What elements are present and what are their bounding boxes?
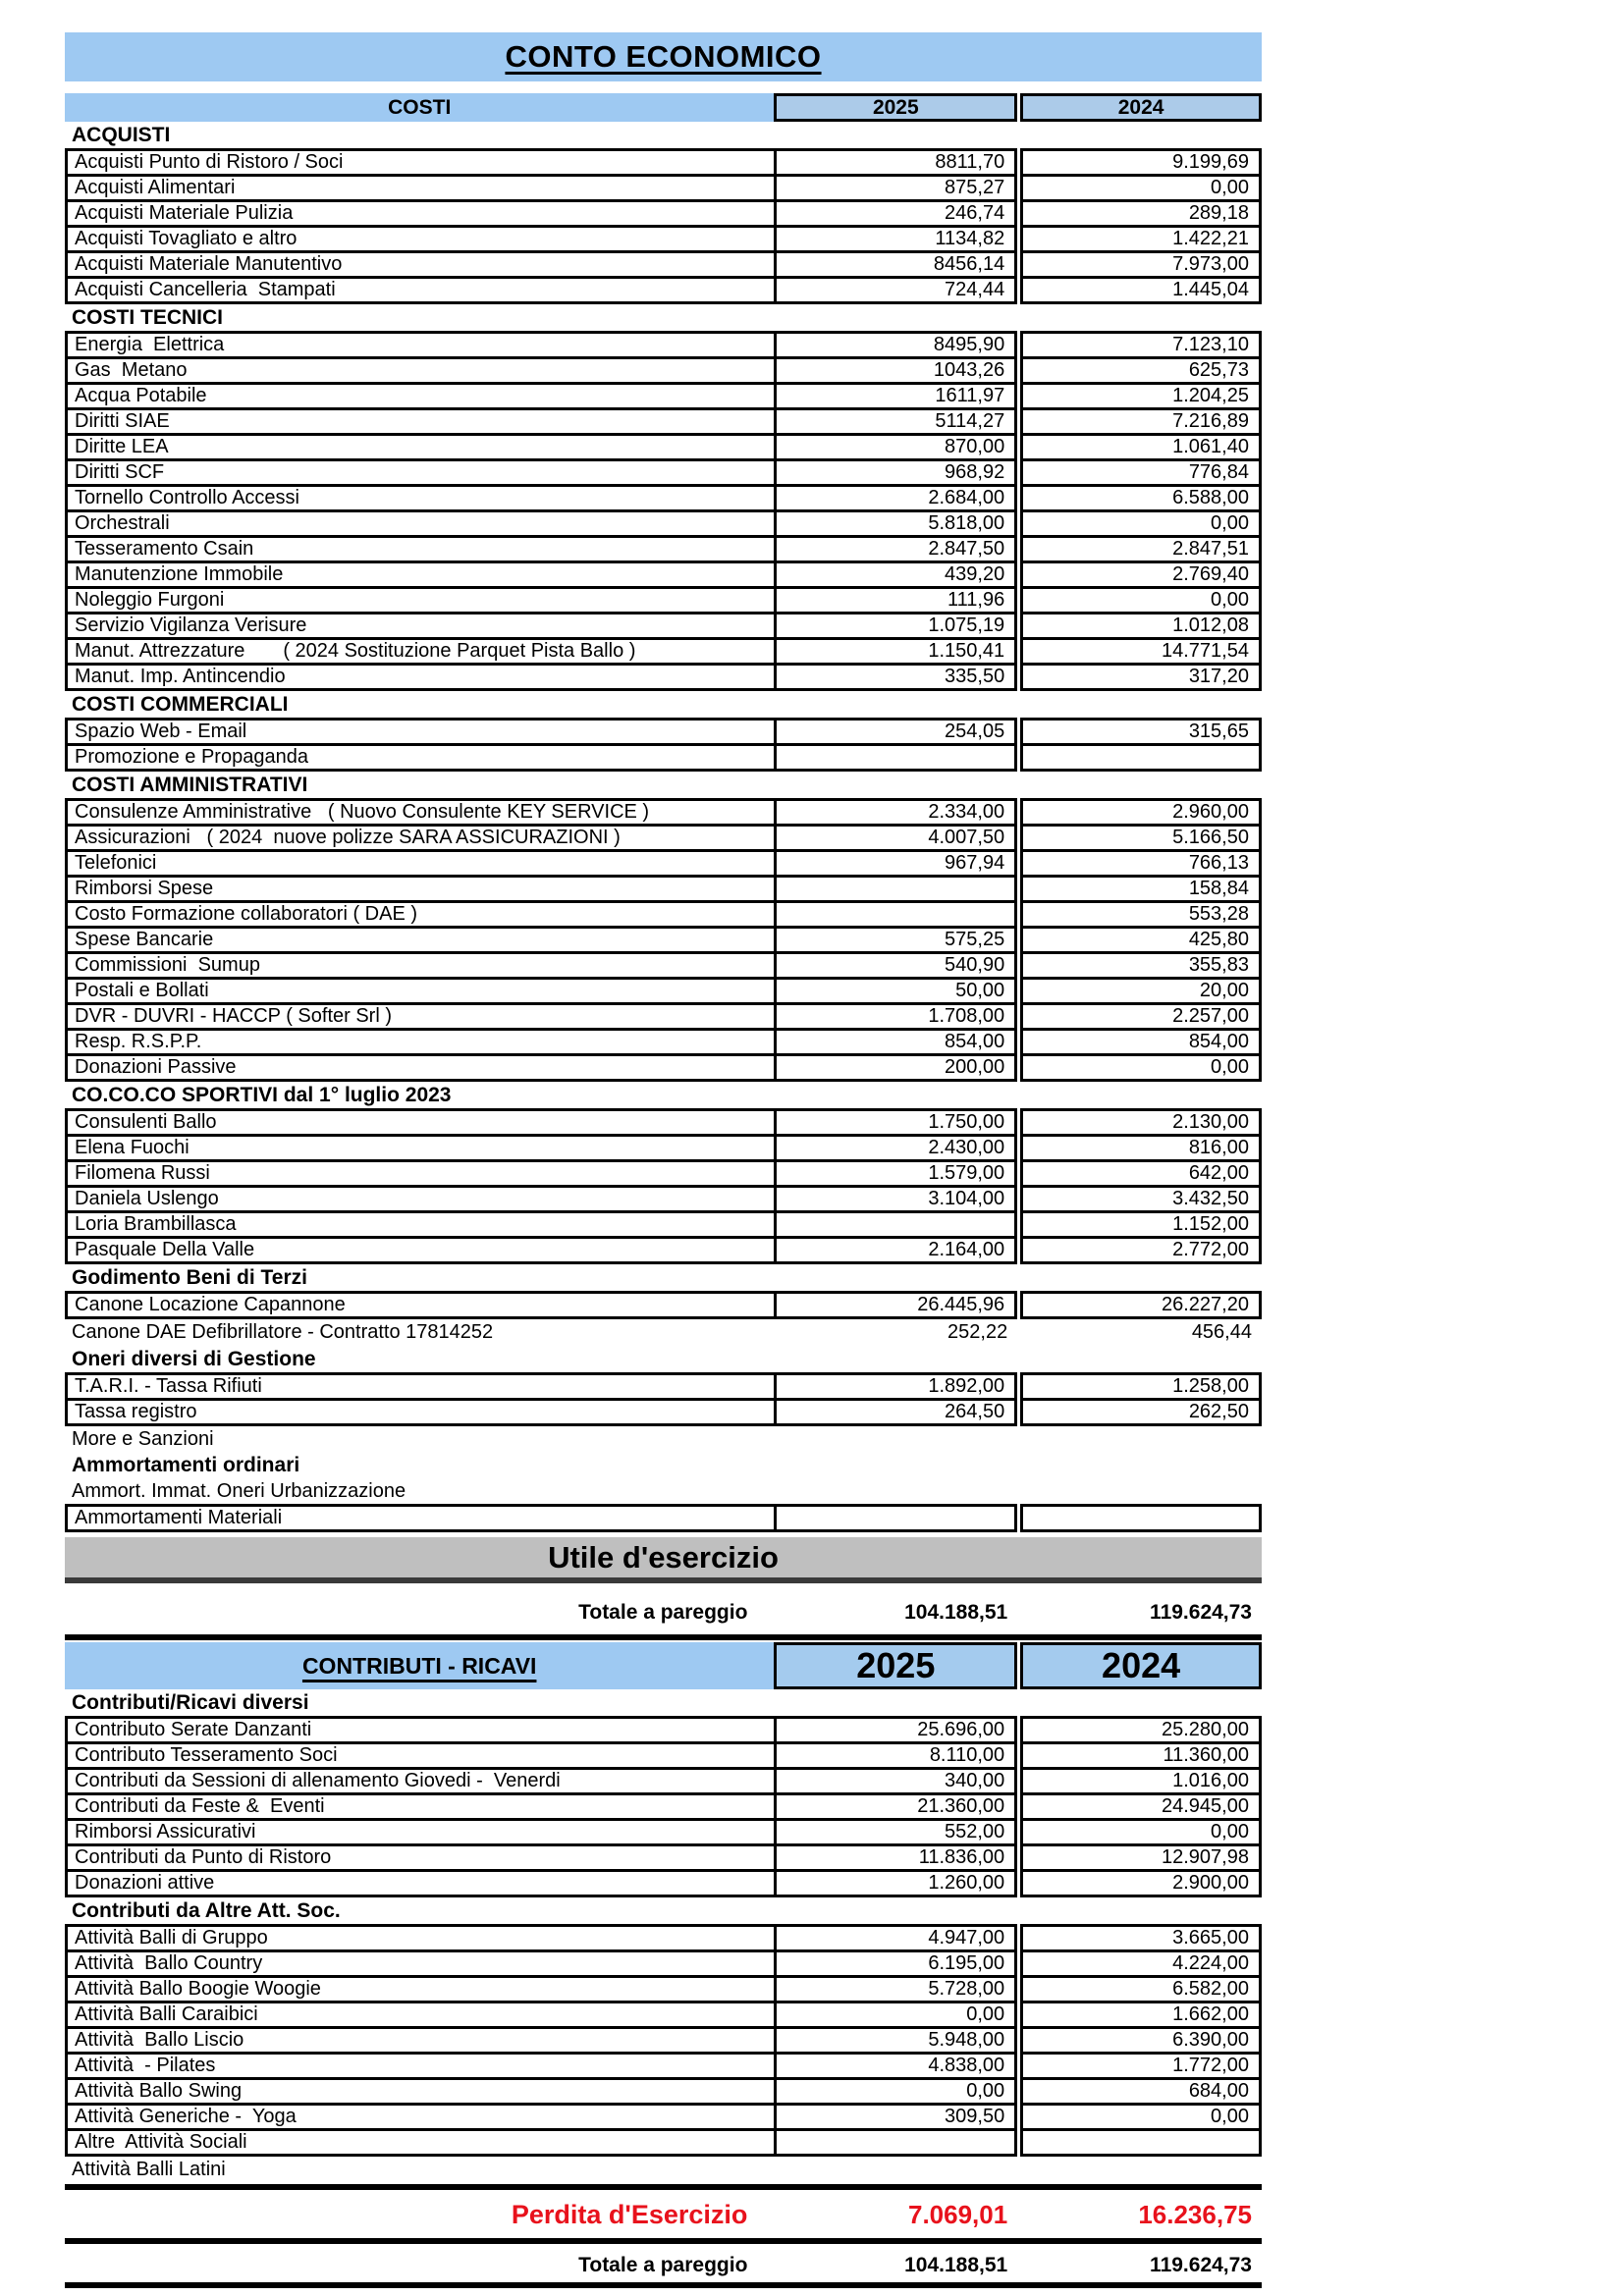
value-2025: 200,00 <box>774 1053 1017 1082</box>
value-2025: 8456,14 <box>774 250 1017 279</box>
ricavi-section-label: CONTRIBUTI - RICAVI <box>301 1652 537 1679</box>
section-header-row <box>65 1264 1262 1291</box>
income-statement-sheet <box>65 32 1262 2288</box>
value-2025 <box>774 1504 1017 1532</box>
costi-table <box>65 122 1262 1532</box>
value-2024: 7.123,10 <box>1020 331 1262 359</box>
value-2025 <box>774 743 1017 772</box>
totale-label: Totale a pareggio <box>578 2254 748 2276</box>
value-2024: 3.432,50 <box>1020 1185 1262 1213</box>
table-row <box>65 1134 1262 1162</box>
value-2025: 2.684,00 <box>774 484 1017 512</box>
row-label: COSTI COMMERCIALI <box>72 692 289 716</box>
row-label: ACQUISTI <box>72 123 171 146</box>
row-label: Attività Generiche - Yoga <box>65 2103 777 2131</box>
row-label: Postali e Bollati <box>65 977 777 1005</box>
table-row <box>65 1159 1262 1188</box>
table-row <box>65 148 1262 177</box>
table-row <box>65 1236 1262 1264</box>
section-header-row <box>65 1082 1262 1108</box>
row-label: Ammort. Immat. Oneri Urbanizzazione <box>72 1479 406 1502</box>
value-2024: 816,00 <box>1020 1134 1262 1162</box>
value-2024: 355,83 <box>1020 951 1262 980</box>
row-label: Spese Bancarie <box>65 926 777 954</box>
row-label: Acquisti Tovagliato e altro <box>65 225 777 253</box>
value-2024: 2.900,00 <box>1020 1869 1262 1897</box>
value-2025: 540,90 <box>774 951 1017 980</box>
ricavi-section-label-band <box>65 1642 774 1689</box>
value-2024: 0,00 <box>1020 2103 1262 2131</box>
value-2025: 1.260,00 <box>774 1869 1017 1897</box>
value-2025: 2.164,00 <box>774 1236 1017 1264</box>
value-2025: 0,00 <box>774 2001 1017 2029</box>
table-row <box>65 1372 1262 1401</box>
costi-section-label: COSTI <box>65 93 774 122</box>
value-2025: 1.075,19 <box>774 612 1017 640</box>
row-label: Diritti SCF <box>65 458 777 487</box>
value-2024: 0,00 <box>1020 1053 1262 1082</box>
value-2025: 6.195,00 <box>774 1949 1017 1978</box>
value-2024: 14.771,54 <box>1020 637 1262 666</box>
perdita-label: Perdita d'Esercizio <box>511 2200 748 2229</box>
value-2025: 5114,27 <box>774 407 1017 436</box>
ricavi-col-2025: 2025 <box>774 1642 1017 1689</box>
value-2025: 2.430,00 <box>774 1134 1017 1162</box>
row-label: Godimento Beni di Terzi <box>72 1265 307 1289</box>
value-2025: 1.579,00 <box>774 1159 1017 1188</box>
table-row <box>65 900 1262 929</box>
value-2024: 3.665,00 <box>1020 1924 1262 1952</box>
value-2025: 5.728,00 <box>774 1975 1017 2003</box>
value-2025 <box>774 2128 1017 2157</box>
row-label: Acquisti Punto di Ristoro / Soci <box>65 148 777 177</box>
value-2025: 1.750,00 <box>774 1108 1017 1137</box>
value-2024: 2.769,40 <box>1020 561 1262 589</box>
value-2025: 111,96 <box>774 586 1017 614</box>
row-label: Attività Ballo Liscio <box>65 2026 777 2055</box>
value-2024 <box>1020 2128 1262 2157</box>
row-label: Canone Locazione Capannone <box>65 1291 777 1319</box>
section-header-row <box>65 304 1262 331</box>
table-row <box>65 663 1262 691</box>
row-label: Acqua Potabile <box>65 382 777 410</box>
row-label: Donazioni attive <box>65 1869 777 1897</box>
document-title: CONTO ECONOMICO <box>505 39 822 74</box>
value-2025 <box>774 900 1017 929</box>
value-2024: 1.061,40 <box>1020 433 1262 461</box>
row-label: Spazio Web - Email <box>65 718 777 746</box>
value-2024: 2.257,00 <box>1020 1002 1262 1031</box>
value-2024: 25.280,00 <box>1020 1716 1262 1744</box>
table-row <box>65 250 1262 279</box>
value-2025: 246,74 <box>774 199 1017 228</box>
section-header-row <box>65 1346 1262 1372</box>
table-row <box>65 977 1262 1005</box>
table-row <box>65 824 1262 852</box>
row-label: Filomena Russi <box>65 1159 777 1188</box>
value-2025: 26.445,96 <box>774 1291 1017 1319</box>
value-2025: 2.847,50 <box>774 535 1017 563</box>
table-row <box>65 1792 1262 1821</box>
utile-esercizio-label: Utile d'esercizio <box>548 1539 779 1575</box>
row-label: Attività Ballo Boogie Woogie <box>65 1975 777 2003</box>
value-2024: 0,00 <box>1020 509 1262 538</box>
value-2025: 5.948,00 <box>774 2026 1017 2055</box>
table-row <box>65 1975 1262 2003</box>
value-2025 <box>774 1210 1017 1239</box>
section-header-row <box>65 691 1262 718</box>
table-row <box>65 1741 1262 1770</box>
row-label: CO.CO.CO SPORTIVI dal 1° luglio 2023 <box>72 1083 452 1106</box>
table-row <box>65 174 1262 202</box>
value-2025: 439,20 <box>774 561 1017 589</box>
table-row <box>65 356 1262 385</box>
table-row <box>65 225 1262 253</box>
table-row <box>65 2103 1262 2131</box>
value-2024: 1.204,25 <box>1020 382 1262 410</box>
row-label: Acquisti Alimentari <box>65 174 777 202</box>
value-2025: 340,00 <box>774 1767 1017 1795</box>
value-2025: 3.104,00 <box>774 1185 1017 1213</box>
value-2025: 1.892,00 <box>774 1372 1017 1401</box>
value-2025: 1.150,41 <box>774 637 1017 666</box>
section-header-row <box>65 772 1262 798</box>
table-row <box>65 1002 1262 1031</box>
separator-line <box>65 1634 1262 1640</box>
table-row <box>65 561 1262 589</box>
row-label: Costo Formazione collaboratori ( DAE ) <box>65 900 777 929</box>
value-2024: 2.960,00 <box>1020 798 1262 827</box>
section-header-row <box>65 1897 1262 1924</box>
table-row <box>65 1843 1262 1872</box>
table-row <box>65 926 1262 954</box>
value-2025: 968,92 <box>774 458 1017 487</box>
value-2024: 24.945,00 <box>1020 1792 1262 1821</box>
value-2025: 2.334,00 <box>774 798 1017 827</box>
table-row <box>65 637 1262 666</box>
row-label: COSTI TECNICI <box>72 305 224 329</box>
document-title-banner <box>65 32 1262 81</box>
table-row <box>65 718 1262 746</box>
plain-row <box>65 1478 1262 1504</box>
table-row <box>65 382 1262 410</box>
row-label: Acquisti Cancelleria Stampati <box>65 276 777 304</box>
table-row <box>65 875 1262 903</box>
row-label: Tornello Controllo Accessi <box>65 484 777 512</box>
table-row <box>65 849 1262 878</box>
value-2025: 254,05 <box>774 718 1017 746</box>
row-label: Contributi da Feste & Eventi <box>65 1792 777 1821</box>
table-row <box>65 1949 1262 1978</box>
value-2024: 776,84 <box>1020 458 1262 487</box>
plain-row <box>65 2157 1262 2182</box>
value-2024: 625,73 <box>1020 356 1262 385</box>
row-label: Energia Elettrica <box>65 331 777 359</box>
value-2024: 9.199,69 <box>1020 148 1262 177</box>
totale-value-2025: 104.188,51 <box>904 2254 1008 2276</box>
table-row <box>65 2077 1262 2106</box>
perdita-value-2024: 16.236,75 <box>1138 2200 1252 2229</box>
value-2025: 8811,70 <box>774 148 1017 177</box>
table-row <box>65 1924 1262 1952</box>
table-row <box>65 612 1262 640</box>
plain-row <box>65 1426 1262 1452</box>
row-label: Acquisti Materiale Manutentivo <box>65 250 777 279</box>
separator-line <box>65 2238 1262 2244</box>
row-label: Altre Attività Sociali <box>65 2128 777 2157</box>
value-2024: 6.390,00 <box>1020 2026 1262 2055</box>
table-row <box>65 798 1262 827</box>
row-label: Gas Metano <box>65 356 777 385</box>
row-label: DVR - DUVRI - HACCP ( Softer Srl ) <box>65 1002 777 1031</box>
table-row <box>65 586 1262 614</box>
value-2024: 2.130,00 <box>1020 1108 1262 1137</box>
value-2025: 11.836,00 <box>774 1843 1017 1872</box>
row-label: Assicurazioni ( 2024 nuove polizze SARA ASSICURAZIONI ) <box>65 824 777 852</box>
ricavi-table <box>65 1689 1262 2182</box>
value-2024: 7.973,00 <box>1020 250 1262 279</box>
value-2025: 552,00 <box>774 1818 1017 1846</box>
row-label: More e Sanzioni <box>72 1427 214 1450</box>
value-2024 <box>1020 1504 1262 1532</box>
row-label: Tesseramento Csain <box>65 535 777 563</box>
value-2024: 642,00 <box>1020 1159 1262 1188</box>
table-row <box>65 1291 1262 1319</box>
table-row <box>65 1185 1262 1213</box>
totale-value-2024: 119.624,73 <box>1150 1601 1252 1624</box>
row-label: Servizio Vigilanza Verisure <box>65 612 777 640</box>
row-label: Pasquale Della Valle <box>65 1236 777 1264</box>
row-label: Attività Ballo Country <box>65 1949 777 1978</box>
value-2024: 20,00 <box>1020 977 1262 1005</box>
table-row <box>65 484 1262 512</box>
value-2025: 335,50 <box>774 663 1017 691</box>
row-label: Daniela Uslengo <box>65 1185 777 1213</box>
section-header-row <box>65 122 1262 148</box>
value-2025: 1134,82 <box>774 225 1017 253</box>
separator-line <box>65 2282 1262 2288</box>
table-row <box>65 1108 1262 1137</box>
ricavi-col-2024: 2024 <box>1020 1642 1262 1689</box>
value-2024: 5.166,50 <box>1020 824 1262 852</box>
value-2024: 4.224,00 <box>1020 1949 1262 1978</box>
row-label: Canone DAE Defibrillatore - Contratto 17814252 <box>72 1321 494 1343</box>
costi-totale-row <box>65 1599 1262 1627</box>
value-2025: 875,27 <box>774 174 1017 202</box>
value-2024: 6.588,00 <box>1020 484 1262 512</box>
value-2024: 425,80 <box>1020 926 1262 954</box>
value-2024: 1.422,21 <box>1020 225 1262 253</box>
row-label: Contributi da Punto di Ristoro <box>65 1843 777 1872</box>
value-2024: 289,18 <box>1020 199 1262 228</box>
table-row <box>65 2001 1262 2029</box>
table-row <box>65 1869 1262 1897</box>
value-2024: 1.012,08 <box>1020 612 1262 640</box>
value-2025: 252,22 <box>947 1321 1008 1343</box>
row-label: Promozione e Propaganda <box>65 743 777 772</box>
value-2024: 26.227,20 <box>1020 1291 1262 1319</box>
value-2025: 50,00 <box>774 977 1017 1005</box>
value-2025: 575,25 <box>774 926 1017 954</box>
costi-header-row <box>65 93 1262 122</box>
value-2024: 1.772,00 <box>1020 2052 1262 2080</box>
table-row <box>65 1210 1262 1239</box>
value-2024: 0,00 <box>1020 1818 1262 1846</box>
row-label: Resp. R.S.P.P. <box>65 1028 777 1056</box>
row-label: T.A.R.I. - Tassa Rifiuti <box>65 1372 777 1401</box>
row-label: Contributo Serate Danzanti <box>65 1716 777 1744</box>
value-2025: 1043,26 <box>774 356 1017 385</box>
value-2025 <box>774 875 1017 903</box>
table-row <box>65 407 1262 436</box>
value-2025: 8495,90 <box>774 331 1017 359</box>
table-row <box>65 951 1262 980</box>
table-row <box>65 1398 1262 1426</box>
row-label: Manut. Imp. Antincendio <box>65 663 777 691</box>
value-2024 <box>1020 743 1262 772</box>
value-2024: 684,00 <box>1020 2077 1262 2106</box>
value-2025: 264,50 <box>774 1398 1017 1426</box>
row-label: Loria Brambillasca <box>65 1210 777 1239</box>
value-2025: 8.110,00 <box>774 1741 1017 1770</box>
row-label: Consulenti Ballo <box>65 1108 777 1137</box>
value-2024: 456,44 <box>1191 1321 1252 1343</box>
row-label: Diritte LEA <box>65 433 777 461</box>
value-2025: 854,00 <box>774 1028 1017 1056</box>
row-label: Donazioni Passive <box>65 1053 777 1082</box>
row-label: Attività Ballo Swing <box>65 2077 777 2106</box>
row-label: Oneri diversi di Gestione <box>72 1347 316 1370</box>
row-label: Rimborsi Spese <box>65 875 777 903</box>
costi-col-2025: 2025 <box>774 93 1017 122</box>
value-2025: 4.007,50 <box>774 824 1017 852</box>
value-2024: 2.772,00 <box>1020 1236 1262 1264</box>
totale-value-2025: 104.188,51 <box>904 1601 1008 1624</box>
table-row <box>65 276 1262 304</box>
table-row <box>65 199 1262 228</box>
value-2025: 5.818,00 <box>774 509 1017 538</box>
value-2025: 724,44 <box>774 276 1017 304</box>
utile-esercizio-bar <box>65 1537 1262 1583</box>
value-2025: 4.947,00 <box>774 1924 1017 1952</box>
table-row <box>65 433 1262 461</box>
row-label: Commissioni Sumup <box>65 951 777 980</box>
row-label: Contributo Tesseramento Soci <box>65 1741 777 1770</box>
row-label: Attività Balli Caraibici <box>65 2001 777 2029</box>
value-2024: 2.847,51 <box>1020 535 1262 563</box>
value-2025: 4.838,00 <box>774 2052 1017 2080</box>
value-2024: 1.662,00 <box>1020 2001 1262 2029</box>
row-label: Manut. Attrezzature ( 2024 Sostituzione Parquet Pista Ballo ) <box>65 637 777 666</box>
value-2025: 1611,97 <box>774 382 1017 410</box>
table-row <box>65 2052 1262 2080</box>
row-label: Contributi/Ricavi diversi <box>72 1690 309 1714</box>
row-label: Contributi da Sessioni di allenamento Giovedi - Venerdi <box>65 1767 777 1795</box>
value-2024: 6.582,00 <box>1020 1975 1262 2003</box>
totale-label: Totale a pareggio <box>578 1601 748 1624</box>
table-row <box>65 1053 1262 1082</box>
row-label: Ammortamenti Materiali <box>65 1504 777 1532</box>
separator-line <box>65 2184 1262 2190</box>
section-header-row <box>65 1452 1262 1478</box>
value-2024: 1.258,00 <box>1020 1372 1262 1401</box>
value-2024: 262,50 <box>1020 1398 1262 1426</box>
value-2024: 0,00 <box>1020 174 1262 202</box>
value-2024: 7.216,89 <box>1020 407 1262 436</box>
row-label: Tassa registro <box>65 1398 777 1426</box>
row-label: Orchestrali <box>65 509 777 538</box>
table-row <box>65 2128 1262 2157</box>
table-row <box>65 331 1262 359</box>
section-header-row <box>65 1689 1262 1716</box>
row-label: Attività - Pilates <box>65 2052 777 2080</box>
row-label: Attività Balli Latini <box>72 2158 226 2180</box>
row-label: Rimborsi Assicurativi <box>65 1818 777 1846</box>
value-2025: 967,94 <box>774 849 1017 878</box>
totale-value-2024: 119.624,73 <box>1150 2254 1252 2276</box>
row-label: Elena Fuochi <box>65 1134 777 1162</box>
value-2024: 11.360,00 <box>1020 1741 1262 1770</box>
value-2024: 1.445,04 <box>1020 276 1262 304</box>
value-2025: 21.360,00 <box>774 1792 1017 1821</box>
value-2024: 553,28 <box>1020 900 1262 929</box>
row-label: Diritti SIAE <box>65 407 777 436</box>
row-label: Consulenze Amministrative ( Nuovo Consulente KEY SERVICE ) <box>65 798 777 827</box>
row-label: Telefonici <box>65 849 777 878</box>
value-2024: 854,00 <box>1020 1028 1262 1056</box>
table-row-borderless <box>65 1319 1262 1346</box>
ricavi-header-row <box>65 1642 1262 1689</box>
row-label: COSTI AMMINISTRATIVI <box>72 773 308 796</box>
row-label: Acquisti Materiale Pulizia <box>65 199 777 228</box>
value-2024: 1.016,00 <box>1020 1767 1262 1795</box>
value-2024: 0,00 <box>1020 586 1262 614</box>
row-label: Ammortamenti ordinari <box>72 1453 300 1476</box>
value-2024: 1.152,00 <box>1020 1210 1262 1239</box>
table-row <box>65 1767 1262 1795</box>
row-label: Attività Balli di Gruppo <box>65 1924 777 1952</box>
value-2024: 766,13 <box>1020 849 1262 878</box>
value-2025: 309,50 <box>774 2103 1017 2131</box>
value-2024: 12.907,98 <box>1020 1843 1262 1872</box>
table-row <box>65 743 1262 772</box>
row-label: Contributi da Altre Att. Soc. <box>72 1898 341 1922</box>
value-2025: 25.696,00 <box>774 1716 1017 1744</box>
value-2025: 0,00 <box>774 2077 1017 2106</box>
table-row <box>65 1504 1262 1532</box>
costi-col-2024: 2024 <box>1020 93 1262 122</box>
row-label: Manutenzione Immobile <box>65 561 777 589</box>
value-2024: 158,84 <box>1020 875 1262 903</box>
table-row <box>65 1716 1262 1744</box>
value-2025: 1.708,00 <box>774 1002 1017 1031</box>
ricavi-totale-row <box>65 2252 1262 2279</box>
table-row <box>65 1818 1262 1846</box>
table-row <box>65 535 1262 563</box>
value-2024: 315,65 <box>1020 718 1262 746</box>
perdita-esercizio-row <box>65 2197 1262 2233</box>
table-row <box>65 1028 1262 1056</box>
value-2025: 870,00 <box>774 433 1017 461</box>
row-label: Noleggio Furgoni <box>65 586 777 614</box>
value-2024: 317,20 <box>1020 663 1262 691</box>
perdita-value-2025: 7.069,01 <box>907 2200 1008 2229</box>
table-row <box>65 2026 1262 2055</box>
table-row <box>65 509 1262 538</box>
table-row <box>65 458 1262 487</box>
